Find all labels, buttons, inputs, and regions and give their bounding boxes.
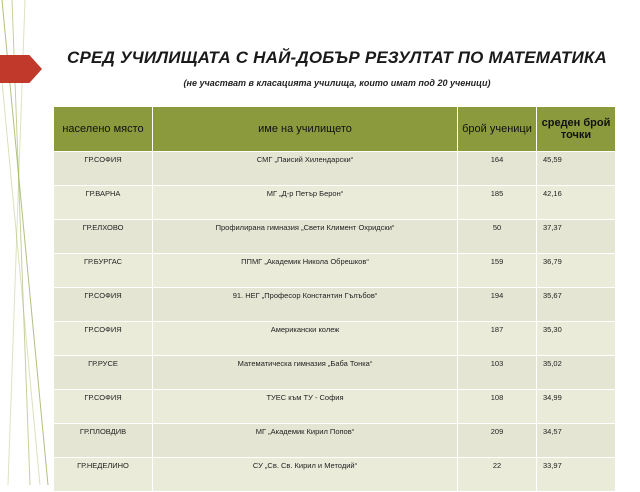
cell-school: СУ „Св. Св. Кирил и Методий“ <box>153 458 458 492</box>
header-place: населено място <box>54 107 153 152</box>
cell-score: 35,30 <box>537 322 616 356</box>
header-score: среден брой точки <box>537 107 616 152</box>
cell-place: ГР.СОФИЯ <box>54 322 153 356</box>
cell-students: 22 <box>458 458 537 492</box>
cell-score: 34,57 <box>537 424 616 458</box>
table-row <box>54 186 616 220</box>
table-row <box>54 322 616 356</box>
cell-place: ГР.СОФИЯ <box>54 390 153 424</box>
cell-school: ТУЕС към ТУ - София <box>153 390 458 424</box>
cell-school: Профилирана гимназия „Свети Климент Охридски“ <box>153 220 458 254</box>
cell-score: 37,37 <box>537 220 616 254</box>
table-row <box>54 424 616 458</box>
cell-school: ППМГ „Академик Никола Обрешков“ <box>153 254 458 288</box>
table-row <box>54 152 616 186</box>
cell-students: 209 <box>458 424 537 458</box>
cell-students: 50 <box>458 220 537 254</box>
table-row <box>54 220 616 254</box>
cell-students: 159 <box>458 254 537 288</box>
cell-place: ГР.НЕДЕЛИНО <box>54 458 153 492</box>
cell-score: 34,99 <box>537 390 616 424</box>
table-row <box>54 288 616 322</box>
header-school: име на училището <box>153 107 458 152</box>
cell-score: 35,02 <box>537 356 616 390</box>
cell-score: 45,59 <box>537 152 616 186</box>
header-students: брой ученици <box>458 107 537 152</box>
table-header-row <box>54 107 616 152</box>
cell-place: ГР.СОФИЯ <box>54 288 153 322</box>
cell-score: 42,16 <box>537 186 616 220</box>
table-row <box>54 458 616 492</box>
cell-students: 108 <box>458 390 537 424</box>
cell-place: ГР.РУСЕ <box>54 356 153 390</box>
cell-students: 194 <box>458 288 537 322</box>
cell-school: Математическа гимназия „Баба Тонка“ <box>153 356 458 390</box>
schools-table <box>53 106 616 492</box>
cell-school: МГ „Академик Кирил Попов“ <box>153 424 458 458</box>
cell-score: 33,97 <box>537 458 616 492</box>
page-title: СРЕД УЧИЛИЩАТА С НАЙ-ДОБЪР РЕЗУЛТАТ ПО МАТЕМАТИКА <box>66 48 608 67</box>
cell-place: ГР.ЕЛХОВО <box>54 220 153 254</box>
cell-place: ГР.БУРГАС <box>54 254 153 288</box>
cell-students: 185 <box>458 186 537 220</box>
cell-place: ГР.ПЛОВДИВ <box>54 424 153 458</box>
cell-school: СМГ „Паисий Хилендарски“ <box>153 152 458 186</box>
cell-place: ГР.СОФИЯ <box>54 152 153 186</box>
cell-score: 35,67 <box>537 288 616 322</box>
cell-score: 36,79 <box>537 254 616 288</box>
cell-place: ГР.ВАРНА <box>54 186 153 220</box>
page-subtitle: (не участват в класацията училища, които имат под 20 ученици) <box>183 78 491 88</box>
cell-school: Американски колеж <box>153 322 458 356</box>
cell-students: 164 <box>458 152 537 186</box>
table-row <box>54 356 616 390</box>
cell-school: 91. НЕГ „Професор Константин Гълъбов“ <box>153 288 458 322</box>
cell-students: 187 <box>458 322 537 356</box>
table-row <box>54 254 616 288</box>
table-row <box>54 390 616 424</box>
cell-students: 103 <box>458 356 537 390</box>
cell-school: МГ „Д-р Петър Берон“ <box>153 186 458 220</box>
